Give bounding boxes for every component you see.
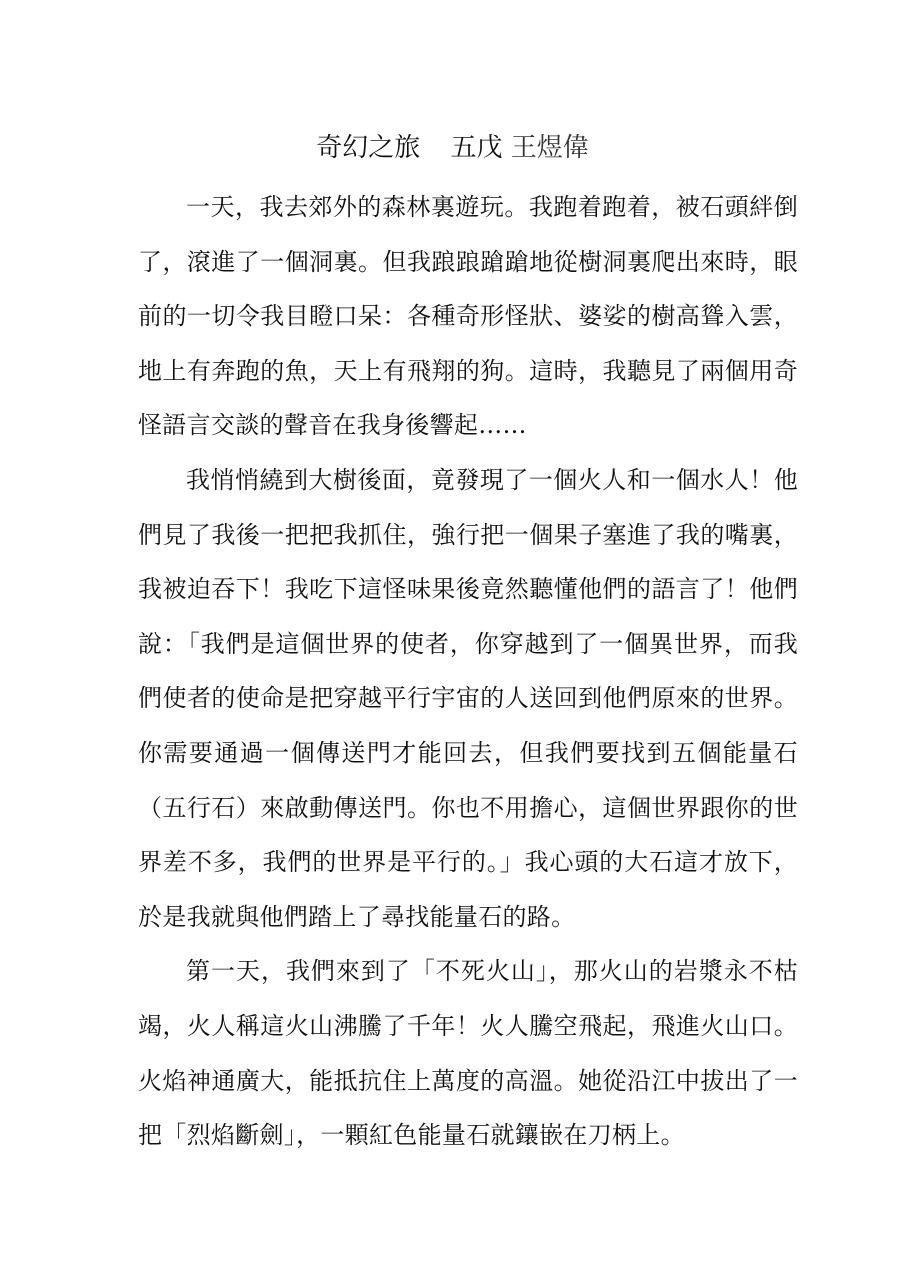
document-title-line (0, 128, 905, 168)
author-name: 王煜偉 (510, 133, 589, 163)
class-name: 五戊 (450, 133, 503, 163)
paragraph: 第一天，我們來到了「不死火山」，那火山的岩漿永不枯竭，火人稱這火山沸騰了千年！火人騰空飛起，飛進火山口。火焰神通廣大，能抵抗住上萬度的高溫。她從沿江中拔出了一把「烈焰斷劍」，一顆紅色能量石就鑲嵌在刀柄上。 (138, 957, 798, 1150)
essay-title: 奇幻之旅 (316, 133, 421, 163)
essay-body (138, 180, 798, 1163)
paragraph: 我悄悄繞到大樹後面，竟發現了一個火人和一個水人！他們見了我後一把把我抓住，強行把一個果子塞進了我的嘴裏，我被迫吞下！我吃下這怪味果後竟然聽懂他們的語言了！他們說：「我們是這個世界的使者，你穿越到了一個異世界，而我們使者的使命是把穿越平行宇宙的人送回到他們原來的世界。你需要通過一個傳送門才能回去，但我們要找到五個能量石（五行石）來啟動傳送門。你也不用擔心，這個世界跟你的世界差不多，我們的世界是平行的。」我心頭的大石這才放下，於是我就與他們踏上了尋找能量石的路。 (138, 465, 798, 931)
paragraph: 一天，我去郊外的森林裏遊玩。我跑着跑着，被石頭絆倒了，滾進了一個洞裏。但我踉踉蹌蹌地從樹洞裏爬出來時，眼前的一切令我目瞪口呆：各種奇形怪狀、婆娑的樹高聳入雲，地上有奔跑的魚，天上有飛翔的狗。這時，我聽見了兩個用奇怪語言交談的聲音在我身後響起…… (138, 193, 798, 440)
